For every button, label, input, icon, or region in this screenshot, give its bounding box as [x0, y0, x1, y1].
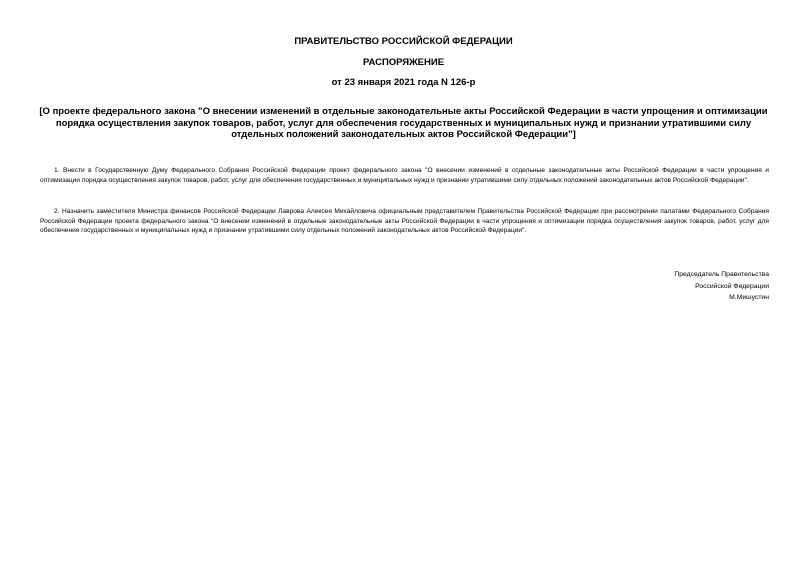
document-title: [О проекте федерального закона "О внесении изменений в отдельные законодательные акты Российской Федерации в части упрощения и оптимизации порядка осуществления закупок товаров, работ, услуг для обеспечения государственных и муниципальных нужд и признании утратившими силу отдельных положений законодательных актов Российской Федерации"]	[39, 106, 768, 140]
issuing-organization: ПРАВИТЕЛЬСТВО РОССИЙСКОЙ ФЕДЕРАЦИИ	[294, 36, 513, 47]
signature-position-line-1: Председатель Правительства	[674, 271, 769, 278]
paragraph-1: 1. Внести в Государственную Думу Федерального Собрания Российской Федерации проект федерального закона "О внесении изменений в отдельные законодательные акты Российской Федерации в части упрощения и оптимизации порядка осуществления закупок товаров, работ, услуг для обеспечения государственных и муниципальных нужд и признании утратившими силу отдельных положений законодательных актов Российской Федерации".	[40, 167, 769, 184]
document-type: РАСПОРЯЖЕНИЕ	[362, 57, 445, 68]
signature-block	[674, 269, 769, 304]
document-date-number: от 23 января 2021 года N 126-р	[331, 77, 476, 88]
signature-position-line-2: Российской Федерации	[695, 282, 769, 290]
signature-name: М.Мишустин	[729, 294, 769, 302]
paragraph-2: 2. Назначить заместителя Министра финансов Российской Федерации Лаврова Алексея Михайловича официальным представителем Правительства Российской Федерации при рассмотрении палатами Федерального Собрания Российской Федерации проекта федерального закона "О внесении изменений в отдельные законодательные акты Российской Федерации в части упрощения и оптимизации порядка осуществления закупок товаров, работ, услуг для обеспечения государственных и муниципальных нужд и признании утратившими силу отдельных положений законодательных актов Российской Федерации".	[40, 208, 769, 235]
